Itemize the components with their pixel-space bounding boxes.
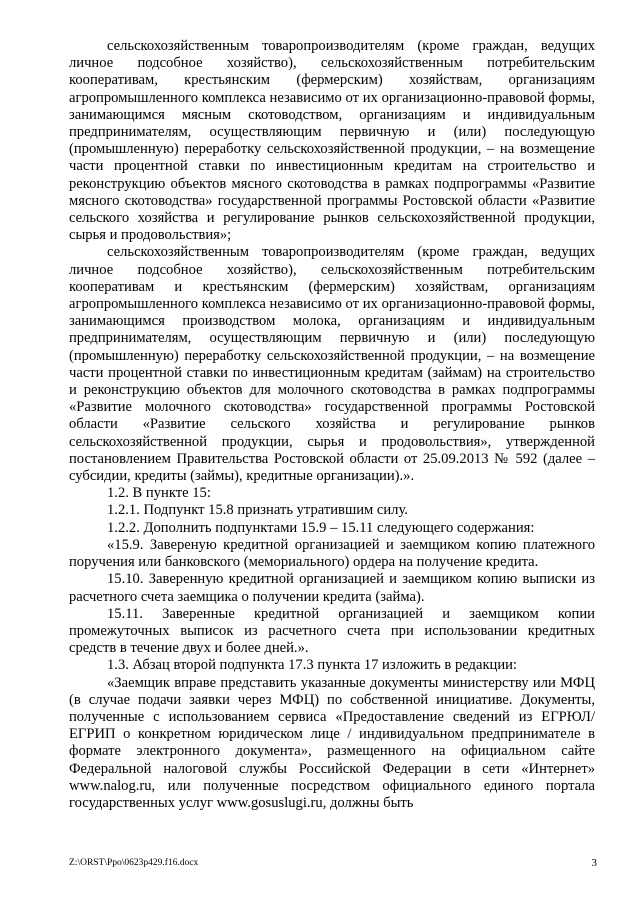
paragraph-item-1-2: 1.2. В пункте 15: (107, 485, 211, 502)
paragraph-item-15-9: «15.9. Завереную кредитной организацией и заемщиком копию платежного поручения или банковского (мемориального) ордера на получение кредита. (69, 536, 595, 571)
paragraph-item-1-2-1: 1.2.1. Подпункт 15.8 признать утратившим силу. (107, 502, 408, 519)
paragraph-item-1-2-2: 1.2.2. Дополнить подпунктами 15.9 – 15.11 следующего содержания: (107, 519, 535, 536)
paragraph-item-1-3: 1.3. Абзац второй подпункта 17.3 пункта 17 изложить в редакции: (107, 657, 518, 674)
paragraph-meat-cattle-subsidy: сельскохозяйственным товаропроизводителям (кроме граждан, ведущих личное подсобное хозяйство), сельскохозяйственным потребительским кооперативам, крестьянским (фермерским) хозяйствам, организациям агропромышленного комплекса независимо от их организационно-правовой формы, занимающимся мясным скотоводством, организациям и индивидуальным предпринимателям, осуществляющим первичную и (или) последующую (промышленную) переработку сельскохозяйственной продукции, – на возмещение части процентной ставки по инвестиционным кредитам на строительство и реконструкцию объектов мясного скотоводства в рамках подпрограммы «Развитие мясного скотоводства» государственной программы Ростовской области «Развитие сельского хозяйства и регулирование рынков сельскохозяйственной продукции, сырья и продовольствия»; (69, 38, 595, 244)
document-body (69, 38, 595, 812)
paragraph-item-15-10: 15.10. Заверенную кредитной организацией и заемщиком копию выписки из расчетного счета заемщика о получении кредита (займа). (69, 571, 595, 605)
paragraph-item-15-11: 15.11. Заверенные кредитной организацией и заемщиком копии промежуточных выписок из расчетного счета при использовании кредитных средств в течение двух и более дней.». (69, 605, 595, 657)
page-number: 3 (591, 857, 597, 869)
paragraph-borrower-documents: «Заемщик вправе представить указанные документы министерству или МФЦ (в случае подачи заявки через МФЦ) по собственной инициативе. Документы, полученные с использованием сервиса «Предоставление сведений из ЕГРЮЛ/ЕГРИП о конкретном юридическом лице / индивидуальном предпринимателе в формате электронного документа», размещенного на официальном сайте Федеральной налоговой службы Российской Федерации в сети «Интернет» www.nalog.ru, или полученные посредством официального единого портала государственных услуг www.gosuslugi.ru, должны быть (69, 674, 595, 811)
footer-file-path: Z:\ORST\Ppo\0623p429.f16.docx (69, 858, 199, 868)
paragraph-dairy-cattle-subsidy: сельскохозяйственным товаропроизводителям (кроме граждан, ведущих личное подсобное хозяйство), сельскохозяйственным потребительским кооперативам и крестьянским (фермерским) хозяйствам, организациям агропромышленного комплекса независимо от их организационно-правовой формы, занимающимся производством молока, организациям и индивидуальным предпринимателям, осуществляющим первичную и (или) последующую (промышленную) переработку сельскохозяйственной продукции, – на возмещение части процентной ставки по инвестиционным кредитам (займам) на строительство и реконструкцию объектов для молочного скотоводства в рамках подпрограммы «Развитие молочного скотоводства» государственной программы Ростовской области «Развитие сельского хозяйства и регулирование рынков сельскохозяйственной продукции, сырья и продовольствия», утвержденной постановлением Правительства Ростовской области от 25.09.2013 № 592 (далее – субсидии, кредиты (займы), кредитные организации).». (69, 244, 595, 485)
